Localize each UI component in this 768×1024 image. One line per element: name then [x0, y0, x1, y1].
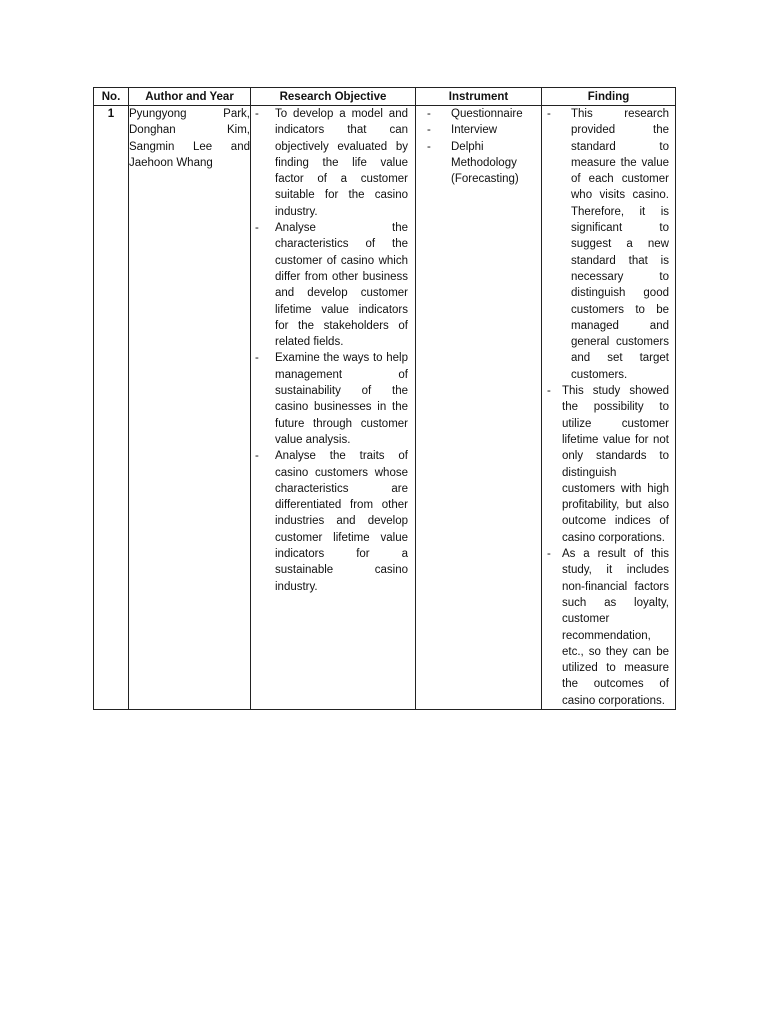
finding-text: This study showed the possibility to utilize customer lifetime value for not only standards to distinguish customers with high profitability, but also outcome indices of casino corporations.	[562, 385, 669, 544]
author-cell: Pyungyong Park, Donghan Kim, Sangmin Lee and Jaehoon Whang	[129, 106, 251, 710]
finding-item	[542, 546, 675, 709]
objective-item	[251, 106, 415, 220]
literature-review-table	[93, 87, 676, 710]
finding-item	[542, 383, 675, 546]
finding-cell	[542, 106, 676, 710]
instrument-text: Interview	[451, 124, 498, 137]
dash-bullet: -	[255, 222, 259, 235]
instrument-list	[416, 106, 541, 187]
dash-bullet: -	[427, 108, 431, 120]
row-number-cell: 1	[94, 106, 129, 710]
dash-bullet: -	[547, 385, 551, 398]
dash-bullet: -	[427, 140, 431, 153]
dash-bullet: -	[427, 124, 431, 137]
dash-bullet: -	[547, 108, 551, 120]
finding-text: As a result of this study, it includes non-financial factors such as loyalty, customer recommendation, etc., so they can be utilized to measure the outcomes of casino corporations.	[562, 548, 669, 707]
dash-bullet: -	[255, 450, 259, 463]
header-research-objective: Research Objective	[251, 88, 416, 106]
objective-item	[251, 350, 415, 448]
objective-list	[251, 106, 415, 595]
instrument-cell	[416, 106, 542, 710]
table-row	[94, 106, 676, 710]
objective-text: Analyse the characteristics of the customer of casino which differ from other business and develop customer lifetime value indicators for the stakeholders of related fields.	[275, 222, 408, 349]
objective-item	[251, 220, 415, 350]
objective-text: Examine the ways to help management of sustainability of the casino businesses in the future through customer value analysis.	[275, 352, 408, 446]
instrument-text: Questionnaire	[451, 108, 523, 120]
instrument-item	[416, 139, 541, 188]
header-no: No.	[94, 88, 129, 106]
objective-item	[251, 448, 415, 595]
instrument-text: Delphi Methodology (Forecasting)	[451, 140, 519, 186]
instrument-item	[416, 106, 541, 122]
dash-bullet: -	[255, 352, 259, 365]
dash-bullet: -	[547, 548, 551, 561]
finding-text: This research provided the standard to measure the value of each customer who visits casino. Therefore, it is significant to suggest a new standard that is necessary to distinguish good customers to be managed and general customers and set target customers.	[571, 108, 669, 381]
finding-item	[542, 106, 675, 383]
header-row	[94, 88, 676, 106]
objective-cell	[251, 106, 416, 710]
dash-bullet: -	[255, 108, 259, 120]
finding-list	[542, 106, 675, 709]
instrument-item	[416, 122, 541, 138]
header-instrument: Instrument	[416, 88, 542, 106]
header-author-and-year: Author and Year	[129, 88, 251, 106]
header-finding: Finding	[542, 88, 676, 106]
objective-text: To develop a model and indicators that can objectively evaluated by finding the life value factor of a customer suitable for the casino industry.	[275, 108, 408, 218]
objective-text: Analyse the traits of casino customers whose characteristics are differentiated from other industries and develop customer lifetime value indicators for a sustainable casino industry.	[275, 450, 408, 593]
